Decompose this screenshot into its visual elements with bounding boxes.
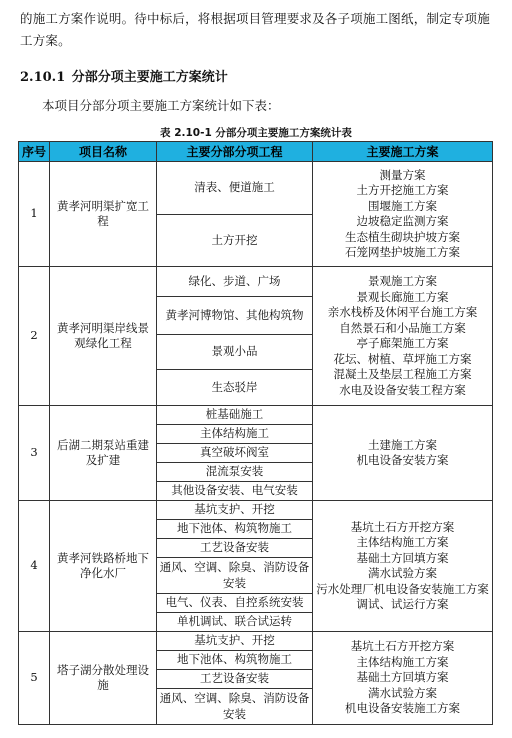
plan-item: 满水试验方案 — [368, 685, 437, 700]
plan-item: 基坑土石方开挖方案 — [350, 639, 455, 654]
work-item: 主体结构施工 — [157, 425, 313, 444]
work-item: 景观小品 — [157, 335, 313, 370]
work-item: 地下池体、构筑物施工 — [157, 651, 313, 670]
row-number: 2 — [19, 267, 50, 406]
work-item: 混流泵安装 — [157, 463, 313, 482]
header-cell: 主要分部分项工程 — [157, 142, 313, 162]
plan-item: 主体结构施工方案 — [356, 654, 449, 669]
work-item: 黄孝河博物馆、其他构筑物 — [157, 297, 313, 335]
work-item: 其他设备安装、电气安装 — [157, 482, 313, 501]
lead-paragraph: 本项目分部分项主要施工方案统计如下表： — [42, 98, 280, 113]
plan-item: 基坑土石方开挖方案 — [350, 519, 455, 534]
section-heading — [20, 66, 228, 85]
plan-item: 机电设备安装方案 — [356, 453, 449, 467]
plan-item: 围堰施工方案 — [368, 198, 437, 213]
table-row — [19, 632, 493, 651]
plan-item: 水电及设备安装工程方案 — [339, 382, 466, 397]
plan-list — [313, 406, 493, 501]
work-item: 工艺设备安装 — [157, 539, 313, 558]
plan-list — [313, 267, 493, 406]
work-item: 基坑支护、开挖 — [157, 632, 313, 651]
header-cell: 主要施工方案 — [313, 142, 493, 162]
project-name: 后湖二期泵站重建及扩建 — [50, 406, 157, 501]
work-item: 生态驳岸 — [157, 370, 313, 406]
work-item: 通风、空调、除臭、消防设备安装 — [157, 689, 313, 725]
table-row — [19, 162, 493, 215]
plan-item: 主体结构施工方案 — [356, 535, 449, 549]
plan-list — [313, 162, 493, 267]
row-number: 3 — [19, 406, 50, 501]
table-caption: 表 2.10-1 分部分项主要施工方案统计表 — [160, 127, 352, 139]
plan-item: 测量方案 — [379, 167, 426, 182]
plan-item: 污水处理厂机电设备安装施工方案 — [316, 581, 489, 596]
plan-item: 生态植生砌块护坡方案 — [345, 229, 460, 244]
plan-item: 满水试验方案 — [368, 566, 437, 580]
plan-item: 花坛、树植、草坪施工方案 — [333, 351, 472, 366]
project-name: 黄孝河明渠扩宽工程 — [50, 162, 157, 267]
table-row — [19, 406, 493, 425]
plan-item: 自然景石和小品施工方案 — [339, 320, 466, 335]
plan-item: 亲水栈桥及休闲平台施工方案 — [327, 305, 478, 319]
plan-item: 土方开挖施工方案 — [356, 183, 449, 197]
row-number: 4 — [19, 501, 50, 632]
work-item: 电气、仪表、自控系统安装 — [157, 594, 313, 613]
section-number: 2.10.1 — [20, 70, 66, 85]
header-cell: 项目名称 — [50, 142, 157, 162]
plan-item: 亭子廊架施工方案 — [356, 336, 449, 350]
table-header-row — [19, 142, 493, 162]
plan-item: 基础土方回填方案 — [356, 550, 449, 565]
work-item: 桩基础施工 — [157, 406, 313, 425]
plan-item: 景观施工方案 — [368, 274, 437, 288]
plan-item: 石笼网垫护坡施工方案 — [345, 245, 460, 259]
project-name: 黄孝河铁路桥地下净化水厂 — [50, 501, 157, 632]
work-item: 单机调试、联合试运转 — [157, 613, 313, 632]
work-item: 基坑支护、开挖 — [157, 501, 313, 520]
plan-item: 混凝土及垫层工程施工方案 — [333, 367, 472, 381]
work-item: 地下池体、构筑物施工 — [157, 520, 313, 539]
project-name: 黄孝河明渠岸线景观绿化工程 — [50, 267, 157, 406]
header-cell: 序号 — [19, 142, 50, 162]
plan-list — [313, 501, 493, 632]
plan-table — [18, 141, 493, 725]
intro-paragraph: 的施工方案作说明。待中标后，将根据项目管理要求及各子项施工图纸，制定专项施工方案。 — [20, 11, 490, 48]
table-row — [19, 267, 493, 297]
plan-item: 土建施工方案 — [368, 437, 437, 452]
plan-item: 调试、试运行方案 — [356, 597, 449, 611]
plan-item: 基础土方回填方案 — [356, 670, 449, 685]
work-item: 绿化、步道、广场 — [157, 267, 313, 297]
table-row — [19, 501, 493, 520]
section-title: 分部分项主要施工方案统计 — [71, 70, 228, 85]
row-number: 5 — [19, 632, 50, 725]
plan-item: 机电设备安装施工方案 — [345, 701, 460, 716]
work-item: 真空破坏阀室 — [157, 444, 313, 463]
project-name: 塔子湖分散处理设施 — [50, 632, 157, 725]
work-item: 土方开挖 — [157, 215, 313, 267]
work-item: 清表、便道施工 — [157, 162, 313, 215]
plan-item: 景观长廊施工方案 — [356, 289, 449, 304]
plan-list — [313, 632, 493, 725]
plan-item: 边坡稳定监测方案 — [356, 214, 449, 228]
work-item: 工艺设备安装 — [157, 670, 313, 689]
work-item: 通风、空调、除臭、消防设备安装 — [157, 558, 313, 594]
row-number: 1 — [19, 162, 50, 267]
